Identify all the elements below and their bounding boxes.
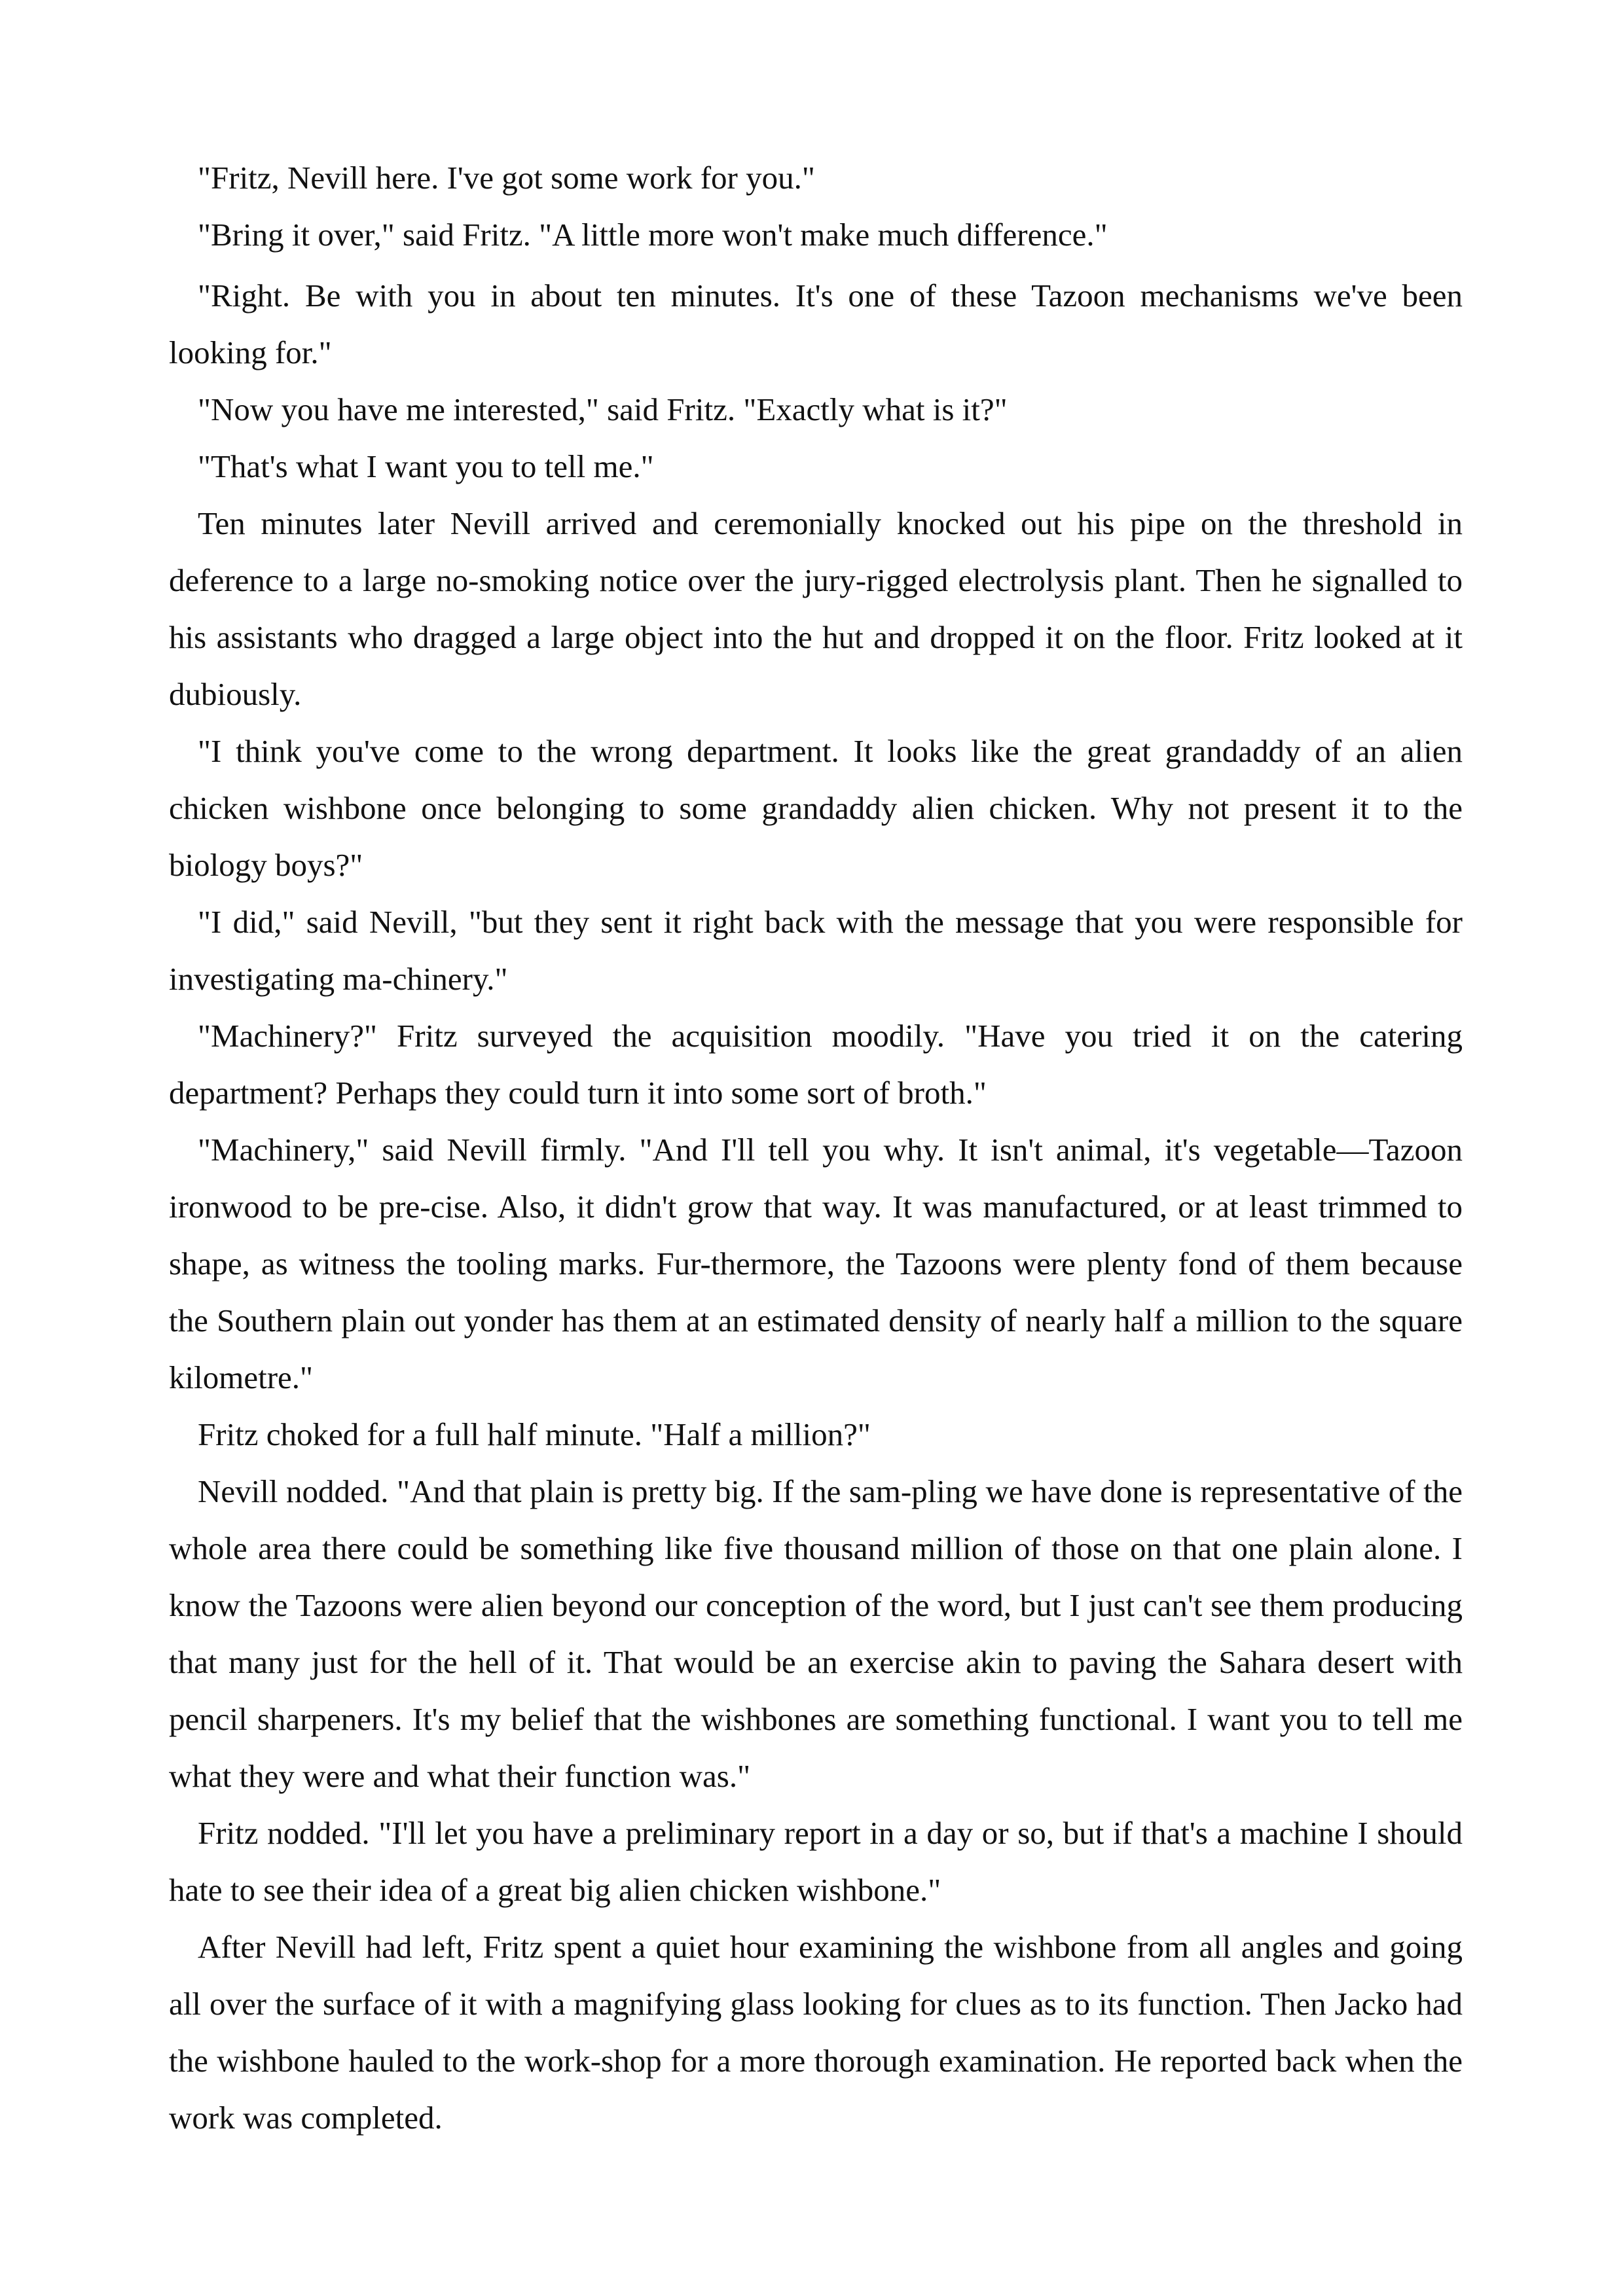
paragraph: "That's what I want you to tell me." [198, 448, 654, 484]
paragraph: Fritz choked for a full half minute. "Half a million?" [198, 1416, 871, 1452]
story-text [169, 149, 1463, 2146]
paragraph: After Nevill had left, Fritz spent a quiet hour examining the wishbone from all angles and going all over the surface of it with a magnifying glass looking for clues as to its function. Then Jacko had the wishbone hauled to the work-shop for a more thorough examination. He reported back when the work was completed. [169, 1929, 1463, 2136]
paragraph: Ten minutes later Nevill arrived and ceremonially knocked out his pipe on the threshold in deference to a large no-smoking notice over the jury-rigged electrolysis plant. Then he signalled to his assistants who dragged a large object into the hut and dropped it on the floor. Fritz looked at it dubiously. [169, 505, 1463, 712]
paragraph: "I think you've come to the wrong department. It looks like the great grandaddy of an alien chicken wishbone once belonging to some grandaddy alien chicken. Why not present it to the biology boys?" [169, 733, 1463, 883]
paragraph: "Machinery," said Nevill firmly. "And I'll tell you why. It isn't animal, it's vegetable—Tazoon ironwood to be pre-cise. Also, it didn't grow that way. It was manufactured, or at least trimmed to shape, as witness the tooling marks. Fur-thermore, the Tazoons were plenty fond of them because the Southern plain out yonder has them at an estimated density of nearly half a million to the square kilometre." [169, 1132, 1463, 1395]
paragraph: "I did," said Nevill, "but they sent it right back with the message that you were responsible for investigating ma-chinery." [169, 904, 1463, 997]
paragraph: "Machinery?" Fritz surveyed the acquisition moodily. "Have you tried it on the catering department? Perhaps they could turn it into some sort of broth." [169, 1018, 1463, 1111]
paragraph: Nevill nodded. "And that plain is pretty big. If the sam-pling we have done is representative of the whole area there could be something like five thousand million of those on that one plain alone. I know the Tazoons were alien beyond our conception of the word, but I just can't see them producing that many just for the hell of it. That would be an exercise akin to paving the Sahara desert with pencil sharpeners. It's my belief that the wishbones are something functional. I want you to tell me what they were and what their function was." [169, 1473, 1463, 1794]
paragraph: "Now you have me interested," said Fritz. "Exactly what is it?" [198, 391, 1008, 427]
paragraph: "Bring it over," said Fritz. "A little more won't make much difference." [198, 217, 1108, 253]
paragraph: "Right. Be with you in about ten minutes. It's one of these Tazoon mechanisms we've been looking for." [169, 278, 1463, 370]
paragraph: Fritz nodded. "I'll let you have a preliminary report in a day or so, but if that's a machine I should hate to see their idea of a great big alien chicken wishbone." [169, 1815, 1463, 1908]
paragraph: "Fritz, Nevill here. I've got some work for you." [198, 160, 815, 196]
